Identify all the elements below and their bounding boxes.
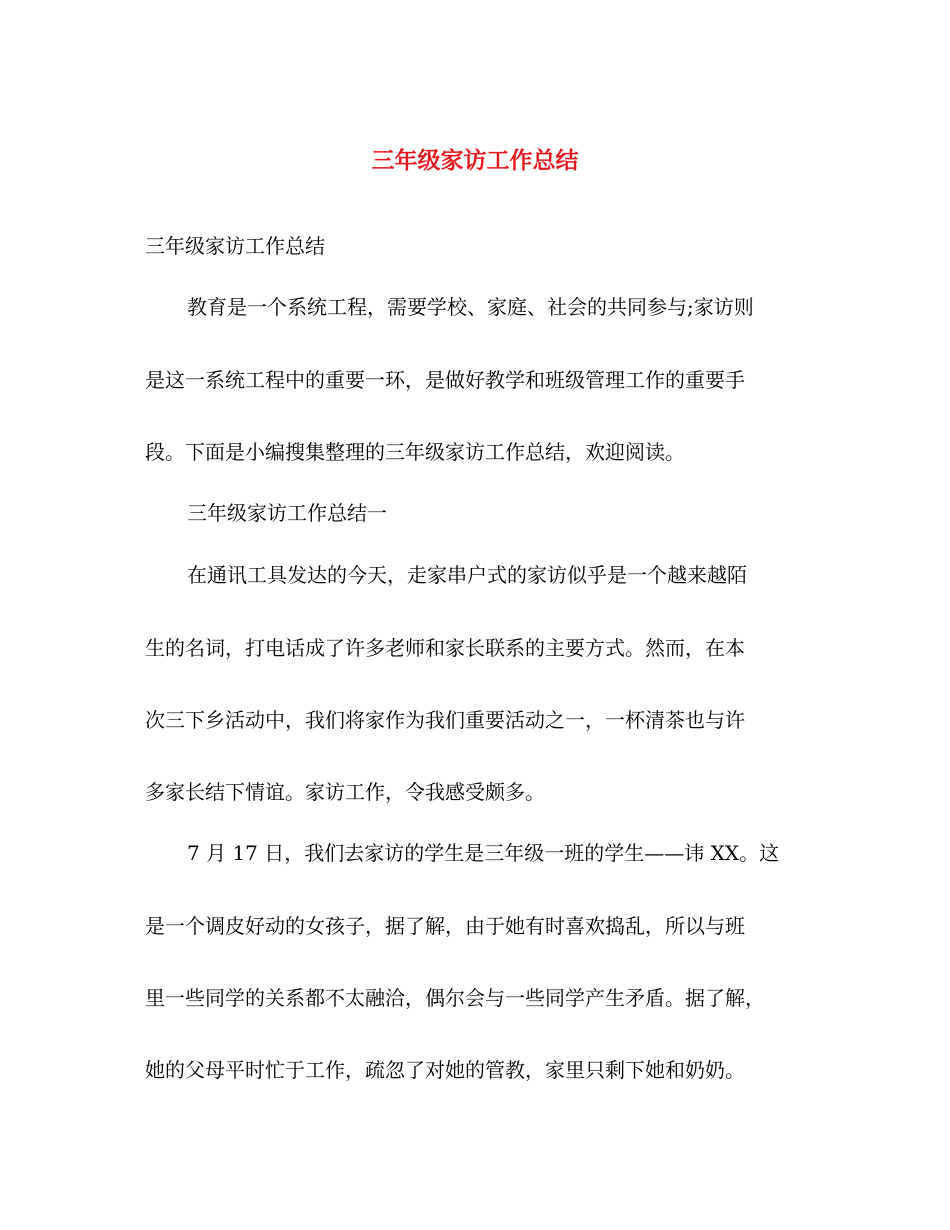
paragraph-line: 段。下面是小编搜集整理的三年级家访工作总结，欢迎阅读。 [145,440,685,464]
paragraph-line: 是这一系统工程中的重要一环，是做好教学和班级管理工作的重要手 [145,368,745,392]
paragraph-line: 里一些同学的关系都不太融洽，偶尔会与一些同学产生矛盾。据了解， [145,986,765,1010]
paragraph-line: 生的名词，打电话成了许多老师和家长联系的主要方式。然而，在本 [145,636,745,660]
paragraph-line: 教育是一个系统工程，需要学校、家庭、社会的共同参与;家访则 [187,295,754,319]
paragraph-line: 7 月 17 日，我们去家访的学生是三年级一班的学生——讳 XX。这 [187,841,780,865]
section-heading: 三年级家访工作总结一 [187,501,387,525]
paragraph-line: 多家长结下情谊。家访工作，令我感受颇多。 [145,780,545,804]
document-title: 三年级家访工作总结 [371,147,579,174]
paragraph-line: 她的父母平时忙于工作，疏忽了对她的管教，家里只剩下她和奶奶。 [145,1058,745,1082]
paragraph-line: 次三下乡活动中，我们将家作为我们重要活动之一，一杯清茶也与许 [145,708,745,732]
paragraph-line: 是一个调皮好动的女孩子，据了解，由于她有时喜欢捣乱，所以与班 [145,914,745,938]
document-subtitle: 三年级家访工作总结 [145,234,325,258]
paragraph-line: 在通讯工具发达的今天，走家串户式的家访似乎是一个越来越陌 [187,563,747,587]
